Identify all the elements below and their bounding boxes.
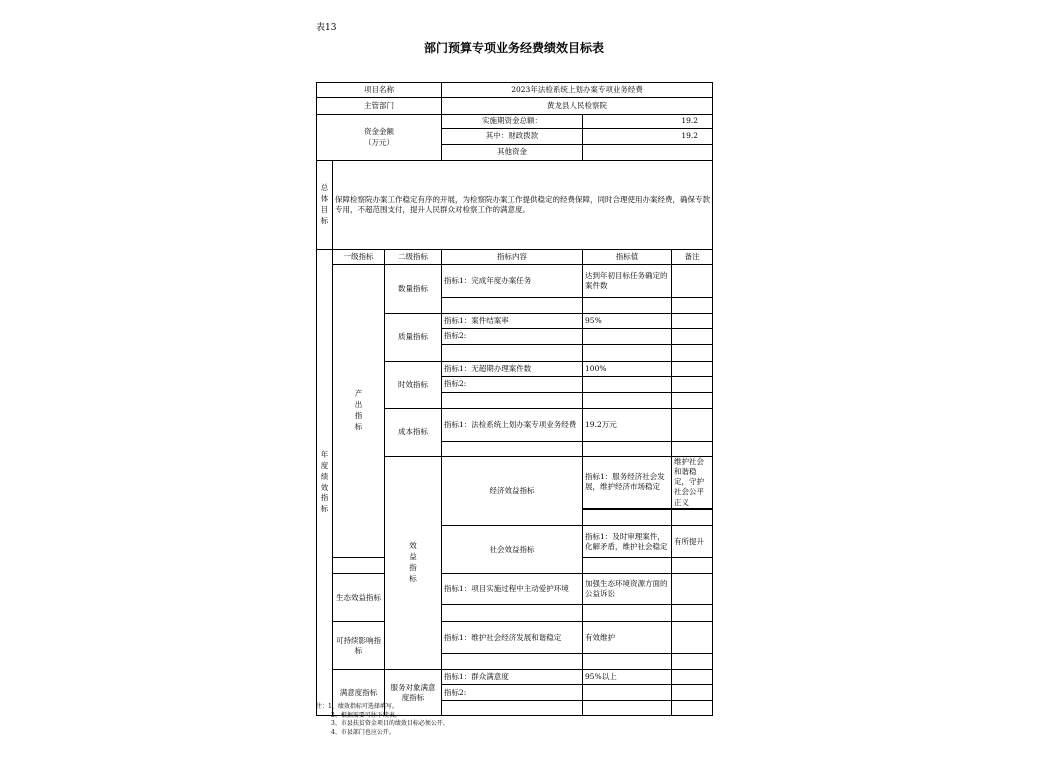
indicator-remark (672, 622, 713, 654)
indicator-remark (672, 442, 713, 457)
indicator-value (672, 509, 713, 526)
benefit-char: 效 (409, 541, 417, 551)
indicator-value: 达到年初目标任务确定的案件数 (583, 265, 672, 298)
indicator-remark (672, 574, 713, 605)
ecology-indicator-label: 生态效益指标 (333, 574, 385, 622)
indicator-value: 加强生态环境资源方面的公益诉讼 (583, 574, 672, 605)
indicator-content (442, 442, 583, 457)
page-title: 部门预算专项业务经费绩效目标表 (423, 41, 604, 55)
indicator-remark (672, 670, 713, 685)
benefit-char: 指 (409, 563, 417, 573)
indicator-remark (672, 362, 713, 377)
funds-label (317, 115, 442, 161)
indicator-value: 有所提升 (672, 526, 713, 558)
benefit-indicators-label (385, 457, 442, 670)
annual-char: 指 (320, 493, 329, 503)
indicator-remark (672, 605, 713, 622)
indicator-value (583, 298, 672, 314)
footnote: 2、根据需要可往下续表。 (331, 711, 401, 719)
indicator-value: 19.2万元 (583, 409, 672, 442)
indicator-content (442, 393, 583, 409)
benefit-char: 标 (409, 573, 417, 583)
indicator-content: 指标2: (442, 377, 583, 393)
goal-char: 体 (320, 194, 329, 204)
funds-fiscal-label: 其中：财政拨款 (442, 129, 583, 145)
annual-char: 效 (320, 482, 329, 492)
economic-indicator-label: 经济效益指标 (442, 457, 583, 526)
indicator-content: 指标1：完成年度办案任务 (442, 265, 583, 298)
indicator-content (442, 345, 583, 362)
footnote: 4、市县部门也应公开。 (331, 729, 395, 737)
header-level2: 二级指标 (385, 250, 442, 265)
indicator-value (583, 377, 672, 393)
footnotes (316, 703, 449, 738)
indicator-value (583, 442, 672, 457)
social-indicator-label: 社会效益指标 (442, 526, 583, 574)
indicator-remark (672, 558, 713, 574)
header-content: 指标内容 (442, 250, 583, 265)
quality-indicator-label: 质量指标 (385, 314, 442, 362)
table-number: 表13 (316, 23, 337, 33)
dept-value: 黄龙县人民检察院 (442, 98, 713, 115)
indicator-value: 维护社会和谐稳定，守护社会公平正义 (672, 457, 713, 509)
project-name-label: 项目名称 (317, 83, 442, 98)
annual-char: 度 (320, 460, 329, 470)
indicator-remark (672, 345, 713, 362)
indicator-remark (672, 654, 713, 670)
annual-char: 绩 (320, 471, 329, 481)
indicator-remark (672, 298, 713, 314)
goal-char: 总 (320, 183, 329, 193)
output-char: 产 (354, 389, 363, 399)
satisfaction-indicator-label: 满意度指标 (333, 670, 385, 716)
indicator-value (583, 701, 672, 716)
overall-goal-text: 保障检察院办案工作稳定有序的开展，为检察院办案工作提供稳定的经费保障，同时合理使用办案经费，确保专款专用，不超范围支付，提升人民群众对检察工作的满意度。 (333, 161, 713, 250)
overall-goal-label (317, 161, 333, 250)
funds-unit: （万元） (364, 137, 395, 147)
indicator-content: 指标1：无超期办理案件数 (442, 362, 583, 377)
dept-label: 主管部门 (317, 98, 442, 115)
indicator-remark (672, 409, 713, 442)
indicator-content: 指标1：法检系统上划办案专项业务经费 (442, 409, 583, 442)
indicator-remark (672, 701, 713, 716)
indicator-content (442, 298, 583, 314)
indicator-value: 95% (583, 314, 672, 329)
output-char: 出 (354, 400, 363, 410)
benefit-char: 益 (409, 552, 417, 562)
indicator-remark (672, 265, 713, 298)
funds-other-value (583, 145, 713, 161)
quantity-indicator-label: 数量指标 (385, 265, 442, 314)
indicator-remark (672, 377, 713, 393)
funds-fiscal-value: 19.2 (583, 129, 713, 145)
indicator-content: 指标1：案件结案率 (442, 314, 583, 329)
satisfaction-sub-label: 服务对象满意度指标 (385, 670, 442, 716)
indicator-content: 指标2: (442, 329, 583, 345)
indicator-content (583, 509, 672, 526)
performance-table (316, 82, 713, 716)
indicator-remark (672, 314, 713, 329)
indicator-content (442, 605, 583, 622)
header-value: 指标值 (583, 250, 672, 265)
indicator-content: 指标1：群众满意度 (442, 670, 583, 685)
indicator-value (583, 558, 672, 574)
indicator-value (583, 654, 672, 670)
footnote: 3、市县扶贫资金项目的绩效目标必须公开。 (331, 720, 449, 728)
indicator-content: 指标2: (442, 685, 583, 701)
indicator-content: 指标1：项目实施过程中主动爱护环境 (442, 574, 583, 605)
indicator-value (583, 329, 672, 345)
output-char: 指 (354, 411, 363, 421)
indicator-content (442, 654, 583, 670)
goal-char: 标 (320, 215, 329, 225)
funds-total-value: 19.2 (583, 115, 713, 129)
annual-char: 年 (320, 449, 329, 459)
footnote: 注：1、绩效指标可选择填写。 (316, 703, 398, 710)
goal-char: 目 (320, 205, 329, 214)
header-level1: 一级指标 (333, 250, 385, 265)
indicator-value (583, 393, 672, 409)
indicator-remark (672, 329, 713, 345)
indicator-content: 指标1：服务经济社会发展，维护经济市场稳定 (583, 457, 672, 509)
indicator-value: 100% (583, 362, 672, 377)
sustain-indicator-label: 可持续影响指标 (333, 622, 385, 670)
indicator-remark (672, 685, 713, 701)
timeliness-indicator-label: 时效指标 (385, 362, 442, 409)
indicator-content: 指标1：及时审理案件，化解矛盾，维护社会稳定 (583, 526, 672, 558)
cost-indicator-label: 成本指标 (385, 409, 442, 457)
funds-other-label: 其他资金 (442, 145, 583, 161)
indicator-remark (672, 393, 713, 409)
indicator-value (583, 605, 672, 622)
header-remark: 备注 (672, 250, 713, 265)
project-name-value: 2023年法检系统上划办案专项业务经费 (442, 83, 713, 98)
output-char: 标 (354, 421, 363, 431)
annual-char: 标 (320, 504, 329, 514)
indicator-value (583, 345, 672, 362)
indicator-content: 指标1：维护社会经济发展和谐稳定 (442, 622, 583, 654)
funds-label-text: 资金金额 (364, 127, 395, 137)
indicator-value: 95%以上 (583, 670, 672, 685)
indicator-value: 有效维护 (583, 622, 672, 654)
indicator-value (583, 685, 672, 701)
output-indicators-label (333, 265, 385, 558)
funds-total-label: 实施期资金总额： (442, 115, 583, 129)
indicator-content (333, 558, 385, 574)
annual-indicators-label (317, 250, 333, 716)
indicator-content (442, 701, 583, 716)
